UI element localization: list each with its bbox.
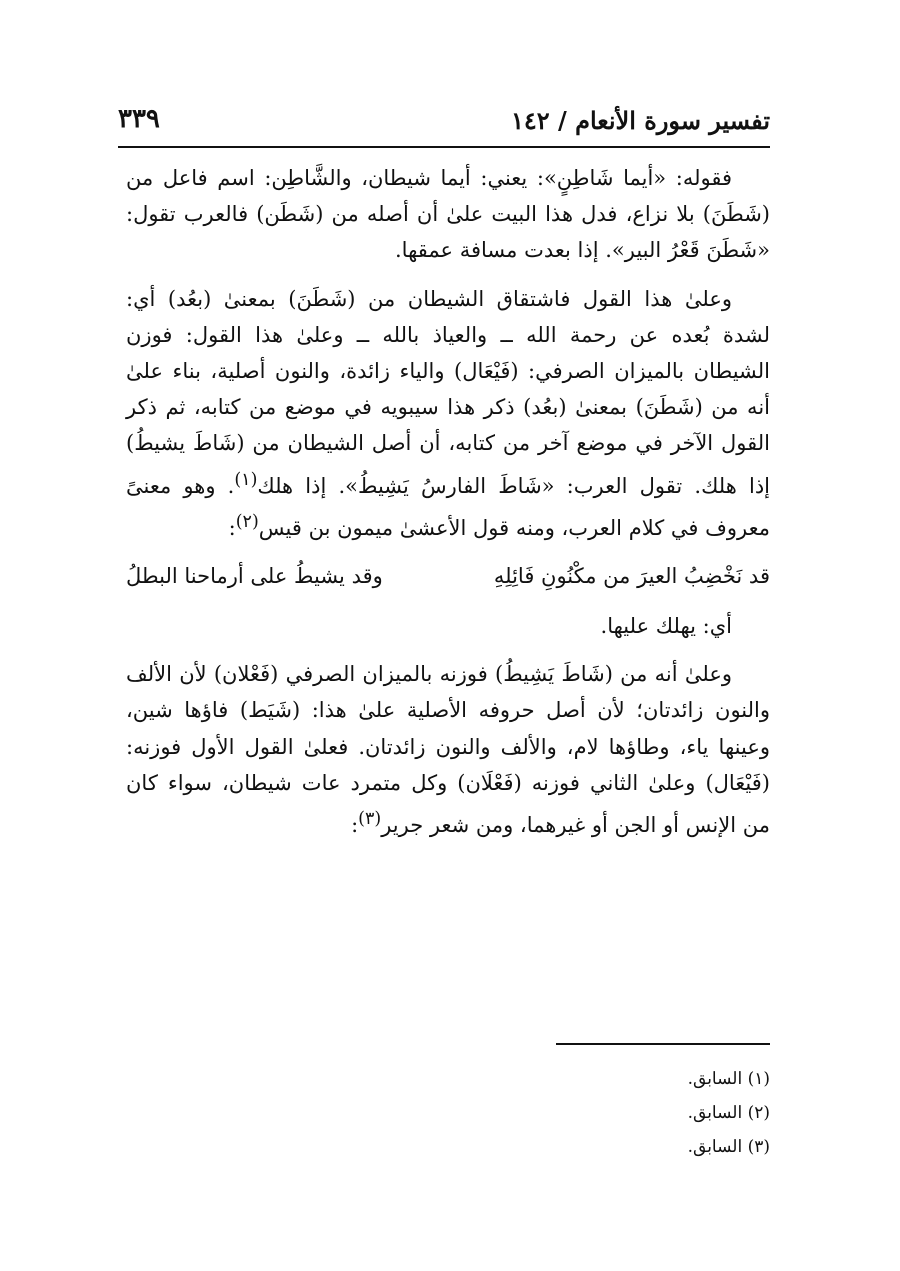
paragraph-2 (126, 281, 770, 546)
verse-first-hemistich: قد نَخْضِبُ العيرَ من مكْنُونِ فَائِلِهِ (493, 564, 770, 589)
footnote-text: السابق. (687, 1069, 743, 1089)
paragraph-4-end: : (351, 813, 359, 838)
footnote-rule (556, 1043, 770, 1045)
page-header (118, 104, 770, 144)
footnote-text: السابق. (687, 1137, 743, 1157)
paragraph-4-text: وعلىٰ أنه من (شَاطَ يَشِيطُ) فوزنه بالميزان الصرفي (فَعْلان) لأن الألف والنون زائدتان؛ لأن أصل حروفه الأصلية علىٰ هذا: (شَيَط) فاؤها شين، وعينها ياء، وطاؤها لام، والألف والنون زائدتان. فعلىٰ القول الأول فوزنه: (فَيْعَال) وعلىٰ الثاني فوزنه (فَعْلَان) وكل متمرد عات شيطان، سواء كان من الإنس أو الجن أو غيرهما، ومن شعر جرير (126, 662, 770, 838)
paragraph-3: أي: يهلك عليها. (600, 614, 732, 639)
footnote-ref-2: (٢) (235, 511, 259, 532)
footnote-ref-1: (١) (234, 469, 258, 490)
page-number: ٣٣٩ (118, 104, 160, 134)
poetry-verse (126, 558, 770, 598)
paragraph-1: فقوله: «أيما شَاطِنٍ»: يعني: أيما شيطان، والشَّاطِن: اسم فاعل من (شَطَنَ) بلا نزاع، فدل هذا البيت علىٰ أن أصله من (شَطَن) فالعرب تقول: «شَطَنَ قَعْرُ البير». إذا بعدت مسافة عمقها. (126, 166, 770, 263)
footnote-number: (٢) (747, 1103, 770, 1123)
footnote-3 (520, 1130, 770, 1164)
paragraph-4 (126, 656, 770, 843)
footnote-2 (520, 1096, 770, 1130)
verse-second-hemistich: وقد يشيطُ على أرماحنا البطلُ (126, 564, 383, 589)
header-rule (118, 146, 770, 148)
footnote-number: (١) (747, 1069, 770, 1089)
main-text (126, 160, 770, 843)
footnote-ref-3: (٣) (358, 809, 382, 830)
footnote-1 (520, 1062, 770, 1096)
footnotes (520, 1062, 770, 1164)
paragraph-2-continued: . وهو معنىً معروف في كلام العرب، ومنه قول الأعشىٰ ميمون بن قيس (126, 473, 770, 540)
paragraph-2-text: وعلىٰ هذا القول فاشتقاق الشيطان من (شَطَنَ) بمعنىٰ (بعُد) أي: لشدة بُعده عن رحمة الله ــ والعياذ بالله ــ وعلىٰ هذا القول: فوزن الشيطان بالميزان الصرفي: (فَيْعَال) والياء زائدة، والنون أصلية، بناء علىٰ أنه من (شَطَنَ) بمعنىٰ (بعُد) ذكر هذا سيبويه في موضع من كتابه، ثم ذكر القول الآخر في موضع آخر من كتابه، أن أصل الشيطان من (شَاطَ يشيطُ) إذا هلك. تقول العرب: «شَاطَ الفارسُ يَشِيطُ». إذا هلك (126, 286, 771, 498)
footnote-text: السابق. (687, 1103, 743, 1123)
footnote-number: (٣) (747, 1137, 770, 1157)
paragraph-2-end: : (228, 515, 236, 540)
running-head: تفسير سورة الأنعام / ١٤٢ (510, 106, 770, 135)
